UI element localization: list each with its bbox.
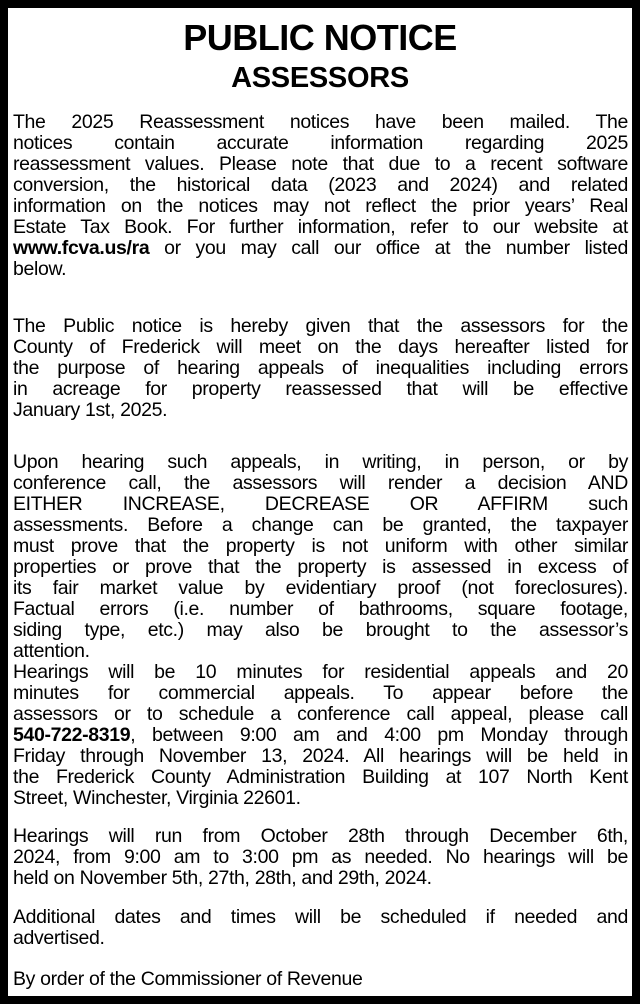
text-segment: below.: [13, 258, 67, 280]
text-line: [13, 400, 628, 421]
text-segment: or you may call our office at the number listed: [149, 237, 628, 259]
text-line: [13, 578, 628, 599]
text-segment: Hearings will be 10 minutes for residential appeals and 20: [13, 661, 628, 683]
text-line: [13, 154, 628, 175]
text-segment: Factual errors (i.e. number of bathrooms, square footage,: [13, 598, 628, 620]
text-line: [13, 826, 628, 847]
text-segment: attention.: [13, 640, 90, 662]
text-segment: assessors or to schedule a conference call appeal, please call: [13, 703, 628, 725]
text-line: [13, 746, 628, 767]
text-segment: The 2025 Reassessment notices have been mailed. The: [13, 111, 628, 133]
text-line: [13, 452, 628, 473]
text-line: [13, 112, 628, 133]
text-line: [13, 196, 628, 217]
public-notice: [8, 8, 632, 996]
paragraph-appeals: [13, 452, 628, 662]
text-line: [13, 379, 628, 400]
text-segment: 2024, from 9:00 am to 3:00 pm as needed. No hearings will be: [13, 846, 628, 868]
text-line: [13, 494, 628, 515]
text-segment: in acreage for property reassessed that will be effective: [13, 378, 628, 400]
text-line: [13, 175, 628, 196]
text-line: [13, 316, 628, 337]
text-segment: properties or prove that the property is assessed in excess of: [13, 556, 628, 578]
text-line: [13, 238, 628, 259]
text-segment: Friday through November 13, 2024. All hearings will be held in: [13, 745, 628, 767]
text-segment: notices contain accurate information regarding 2025: [13, 132, 628, 154]
text-segment: Hearings will run from October 28th through December 6th,: [13, 825, 628, 847]
text-line: [13, 515, 628, 536]
text-line: [13, 620, 628, 641]
text-line: [13, 557, 628, 578]
text-line: [13, 337, 628, 358]
text-line: [13, 683, 628, 704]
text-line: [13, 662, 628, 683]
text-line: [13, 536, 628, 557]
text-segment: conference call, the assessors will render a decision AND: [13, 472, 628, 494]
text-segment: held on November 5th, 27th, 28th, and 29th, 2024.: [13, 867, 432, 889]
text-segment: Estate Tax Book. For further information, refer to our website at: [13, 216, 628, 238]
text-segment: By order of the Commissioner of Revenue: [13, 968, 363, 990]
text-segment: EITHER INCREASE, DECREASE OR AFFIRM such: [13, 493, 628, 515]
text-segment: assessments. Before a change can be granted, the taxpayer: [13, 514, 628, 536]
text-segment: Upon hearing such appeals, in writing, in person, or by: [13, 451, 628, 473]
text-line: [13, 358, 628, 379]
text-segment: reassessment values. Please note that due to a recent software: [13, 153, 628, 175]
text-segment: Additional dates and times will be scheduled if needed and: [13, 906, 628, 928]
bold-text: www.fcva.us/ra: [13, 237, 150, 259]
text-line: [13, 473, 628, 494]
bold-text: 540-722-8319: [13, 724, 131, 746]
text-line: [13, 725, 628, 746]
text-line: [13, 868, 628, 889]
text-segment: advertised.: [13, 927, 105, 949]
text-segment: the purpose of hearing appeals of inequalities including errors: [13, 357, 628, 379]
text-segment: The Public notice is hereby given that the assessors for the: [13, 315, 628, 337]
text-segment: siding type, etc.) may also be brought to the assessor’s: [13, 619, 628, 641]
text-segment: its fair market value by evidentiary proof (not foreclosures).: [13, 577, 628, 599]
text-segment: January 1st, 2025.: [13, 399, 168, 421]
text-line: [13, 788, 628, 809]
text-segment: conversion, the historical data (2023 and 2024) and related: [13, 174, 628, 196]
text-line: [13, 599, 628, 620]
paragraph-hearing-dates: [13, 826, 628, 889]
notice-title: PUBLIC NOTICE: [183, 17, 457, 58]
text-line: [13, 217, 628, 238]
text-line: [13, 907, 628, 928]
text-segment: information on the notices may not reflect the prior years’ Real: [13, 195, 628, 217]
text-line: [13, 641, 628, 662]
paragraph-signature: [13, 969, 628, 990]
text-line: [13, 847, 628, 868]
text-line: [13, 704, 628, 725]
text-segment: the Frederick County Administration Building at 107 North Kent: [13, 766, 628, 788]
text-line: [13, 259, 628, 280]
text-segment: minutes for commercial appeals. To appear before the: [13, 682, 628, 704]
paragraph-additional-dates: [13, 907, 628, 949]
text-line: [13, 133, 628, 154]
notice-subtitle: ASSESSORS: [231, 62, 409, 94]
text-segment: County of Frederick will meet on the days hereafter listed for: [13, 336, 628, 358]
paragraph-public-notice: [13, 316, 628, 421]
text-line: [13, 969, 628, 990]
text-line: [13, 928, 628, 949]
paragraph-reassessment-mailed: [13, 112, 628, 280]
text-segment: Street, Winchester, Virginia 22601.: [13, 787, 301, 809]
text-segment: must prove that the property is not uniform with other similar: [13, 535, 628, 557]
text-segment: , between 9:00 am and 4:00 pm Monday through: [130, 724, 628, 746]
text-line: [13, 767, 628, 788]
paragraph-hearing-schedule: [13, 662, 628, 809]
